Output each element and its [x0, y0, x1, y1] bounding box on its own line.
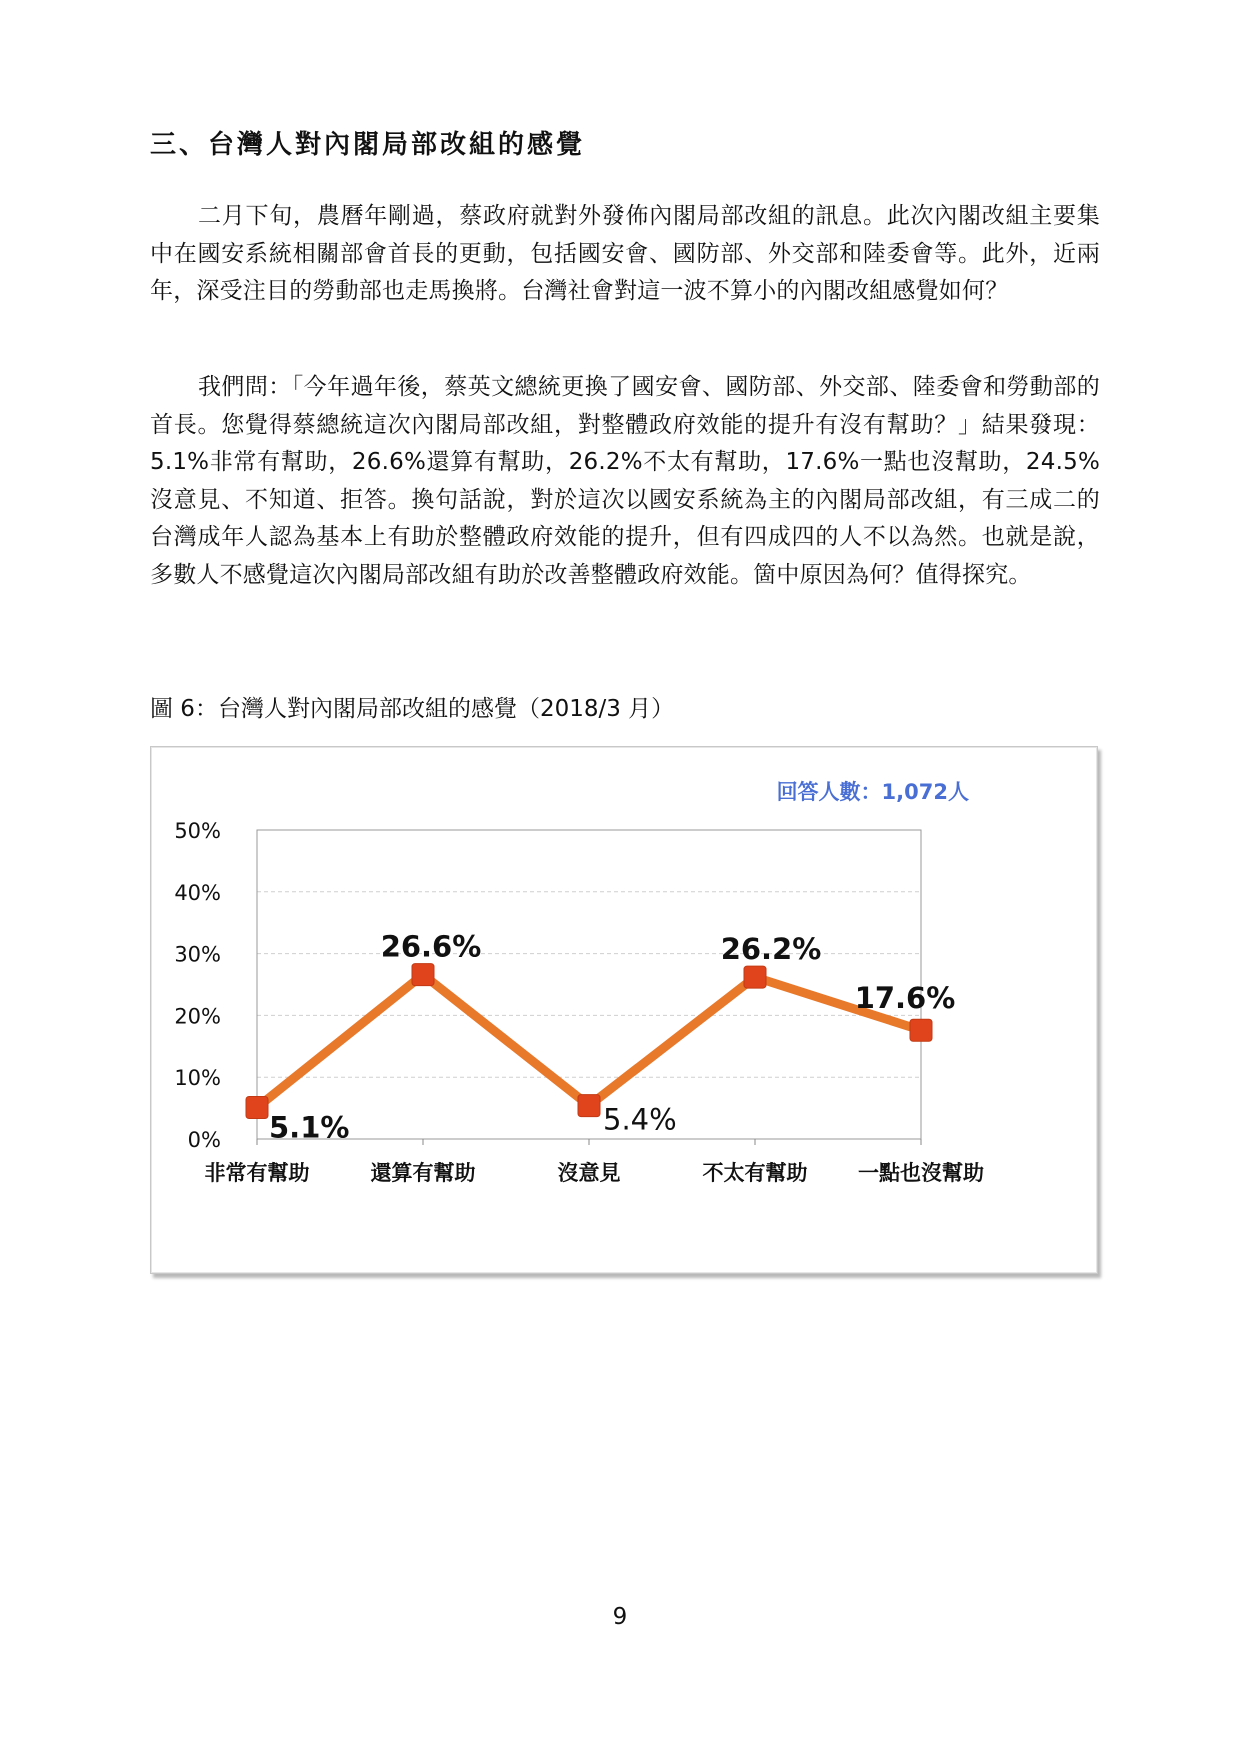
- series-line-path: [257, 975, 921, 1108]
- grid-layer: [257, 892, 921, 1077]
- data-label: 17.6%: [854, 981, 956, 1016]
- data-label: 5.4%: [603, 1102, 677, 1137]
- data-point-marker: [246, 1096, 268, 1118]
- section-title: 三、台灣人對內閣局部改組的感覺: [150, 130, 586, 160]
- y-tick-label: 50%: [174, 819, 221, 843]
- x-axis: [205, 1139, 985, 1185]
- line-chart: [151, 747, 1097, 1273]
- x-tick-label: 一點也沒幫助: [858, 1161, 984, 1185]
- data-point-marker: [910, 1019, 932, 1041]
- y-tick-label: 0%: [187, 1128, 221, 1152]
- figure-caption: 圖 6：台灣人對內閣局部改組的感覺（2018/3 月）: [150, 696, 675, 722]
- data-label: 26.6%: [380, 929, 482, 964]
- data-point-marker: [578, 1095, 600, 1117]
- y-tick-label: 30%: [174, 942, 221, 967]
- x-tick-label: 不太有幫助: [702, 1161, 808, 1185]
- y-tick-label: 20%: [174, 1004, 221, 1029]
- respondent-count-annotation: 回答人數：1,072人: [776, 780, 969, 804]
- data-label: 5.1%: [269, 1110, 350, 1145]
- plot-area-border: [257, 830, 921, 1139]
- body-paragraph: 我們問：「今年過年後，蔡英文總統更換了國安會、國防部、外交部、陸委會和勞動部的首長。您覺得蔡總統這次內閣局部改組，對整體政府效能的提升有沒有幫助？」結果發現：5.1%非常有幫助，26.6%還算有幫助，26.2%不太有幫助，17.6%一點也沒幫助，24.5%沒意見、不知道、拒答。換句話說，對於這次以國安系統為主的內閣局部改組，有三成二的台灣成年人認為基本上有助於整體政府效能的提升，但有四成四的人不以為然。也就是說，多數人不感覺這次內閣局部改組有助於改善整體政府效能。箇中原因為何？值得探究。: [150, 374, 1100, 588]
- x-tick-label: 非常有幫助: [204, 1161, 310, 1185]
- data-point-marker: [412, 964, 434, 986]
- y-axis: [174, 819, 221, 1152]
- x-tick-label: 沒意見: [557, 1161, 621, 1185]
- y-tick-label: 40%: [174, 880, 221, 905]
- page-number: 9: [612, 1604, 628, 1630]
- data-label: 26.2%: [720, 932, 822, 967]
- x-tick-label: 還算有幫助: [370, 1161, 476, 1185]
- data-point-marker: [744, 966, 766, 988]
- y-tick-label: 10%: [174, 1066, 221, 1091]
- series-line: [257, 975, 921, 1108]
- body-paragraph: 二月下旬，農曆年剛過，蔡政府就對外發佈內閣局部改組的訊息。此次內閣改組主要集中在國安系統相關部會首長的更動，包括國安會、國防部、外交部和陸委會等。此外，近兩年，深受注目的勞動部也走馬換將。台灣社會對這一波不算小的內閣改組感覺如何？: [150, 203, 1100, 304]
- chart-frame: [150, 746, 1098, 1274]
- data-labels: [269, 930, 955, 1145]
- series-markers: [246, 964, 932, 1119]
